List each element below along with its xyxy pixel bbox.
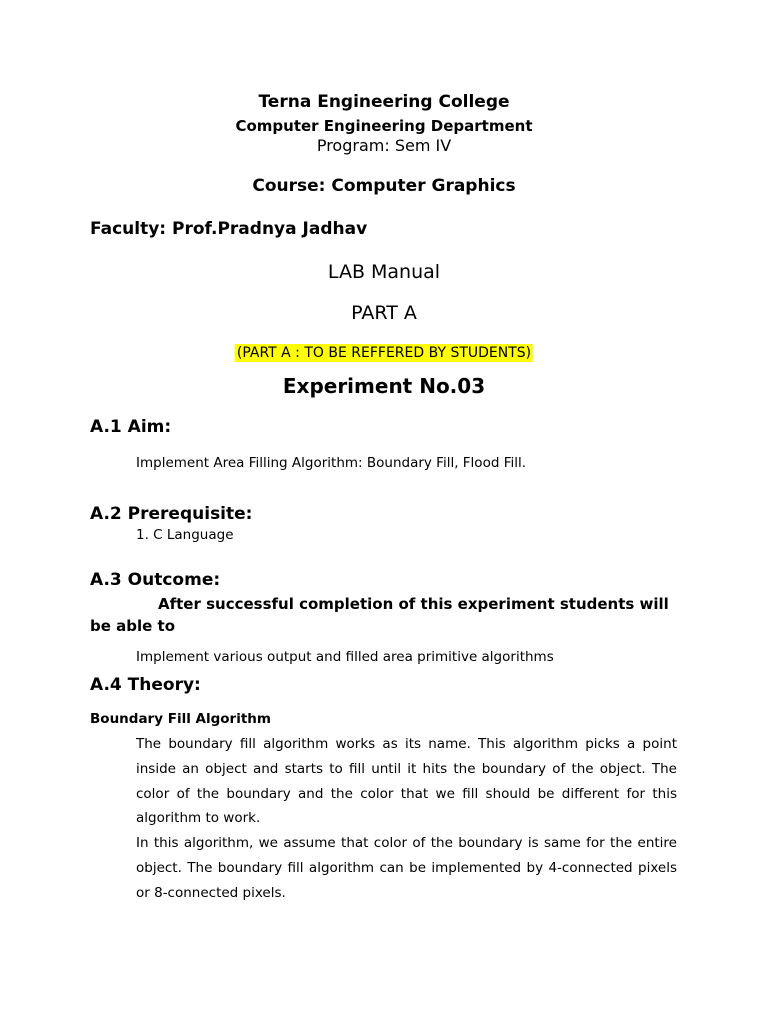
outcome-heading: A.3 Outcome: [90,570,221,590]
course-line: Course: Computer Graphics [252,176,516,196]
part-title: PART A [351,302,417,324]
outcome-lead: After successful completion of this experiment students will be able to [90,595,669,635]
experiment-title: Experiment No.03 [282,374,486,398]
aim-heading: A.1 Aim: [90,417,172,437]
prerequisite-item: 1. C Language [136,527,234,543]
aim-text: Implement Area Filling Algorithm: Boundary Fill, Flood Fill. [136,455,527,471]
faculty-line: Faculty: Prof.Pradnya Jadhav [90,219,368,239]
college-name: Terna Engineering College [258,92,510,112]
department-name: Computer Engineering Department [235,117,533,135]
prerequisite-heading: A.2 Prerequisite: [90,504,253,524]
theory-paragraph: In this algorithm, we assume that color of the boundary is same for the entire object. The boundary fill algorithm can be implemented by 4-connected pixels or 8-connected pixels. [136,835,677,901]
theory-paragraph: The boundary fill algorithm works as its name. This algorithm picks a point inside an object and starts to fill until it hits the boundary of the object. The color of the boundary and the color that we fill should be different for this algorithm to work. [136,736,677,827]
outcome-text: Implement various output and filled area primitive algorithms [136,649,554,665]
theory-heading: A.4 Theory: [90,675,201,695]
manual-title: LAB Manual [327,261,441,283]
program-line: Program: Sem IV [316,136,452,155]
theory-subheading: Boundary Fill Algorithm [90,711,271,727]
part-note-highlight: (PART A : TO BE REFFERED BY STUDENTS) [236,345,532,361]
part-note-line [0,342,768,361]
